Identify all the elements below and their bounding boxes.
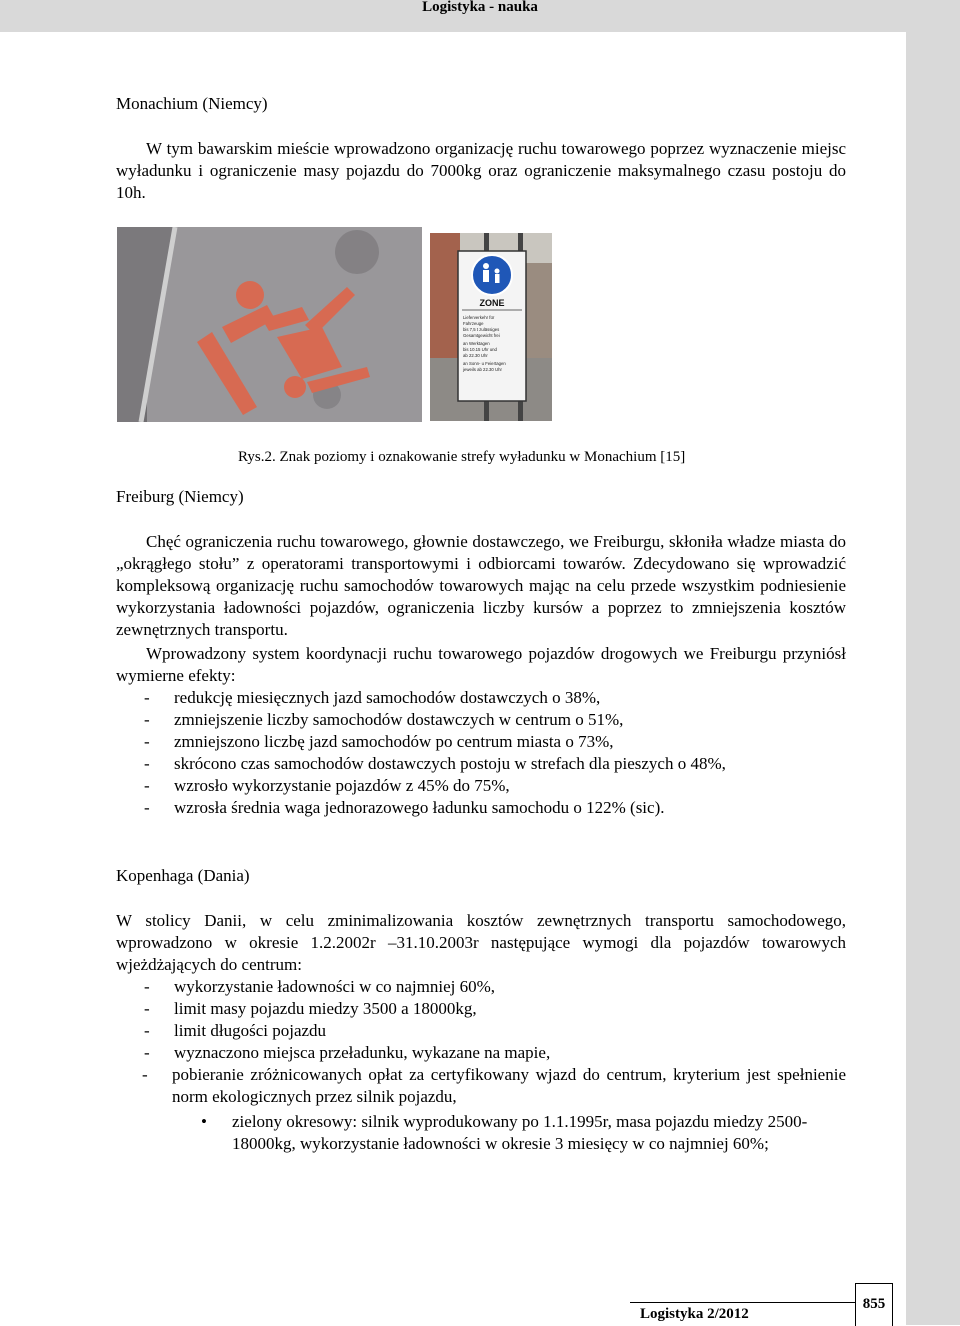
list-dash: - [144,710,150,729]
section-title-munich: Monachium (Niemcy) [116,94,268,113]
photo-loading-zone-sign [430,233,552,421]
list-item: - wzrosła średnia waga jednorazowego ładunku samochodu o 122% (sic). [144,798,665,817]
paragraph-freiburg-2: Wprowadzony system koordynacji ruchu towarowego pojazdów drogowych we Freiburgu przyniósł wymierne efekty: [116,644,846,685]
list-item: • zielony okresowy: silnik wyprodukowany po 1.1.1995r, masa pojazdu miedzy 2500-18000kg, wykorzystanie ładowności w okresie 3 miesięcy w co najmniej 60%; [201,1112,808,1153]
list-item: - zmniejszenie liczby samochodów dostawczych w centrum o 51%, [144,710,624,729]
sign-text-line: Gesamtgewicht frei [463,333,500,338]
copenhagen-sub-list [196,1111,846,1155]
sign-text-line: Lieferverkehr für [463,315,495,320]
paragraph-munich: W tym bawarskim mieście wprowadzono organizację ruchu towarowego poprzez wyznaczenie miejsc wyładunku i ograniczenie masy pojazdu do 7000kg oraz ograniczenie maksymalnego czasu postoju do 10h. [116,139,846,202]
figure-caption: Rys.2. Znak poziomy i oznakowanie strefy wyładunku w Monachium [15] [238,449,686,465]
freiburg-effects-list [144,687,846,819]
section-title-freiburg: Freiburg (Niemcy) [116,487,244,506]
bullet-icon: • [201,1112,207,1131]
list-dash: - [144,798,150,817]
sign-text-line: an Sonn- u Feiertagen [463,361,506,366]
page-number-box [855,1283,893,1326]
list-dash: - [144,754,150,773]
list-item: - limit długości pojazdu [144,1021,327,1040]
sign-text-line: bis 7,5 t zulässiges [463,327,500,332]
footer-journal: Logistyka 2/2012 [640,1306,749,1322]
side-margin-band [906,32,960,1325]
sign-text-line: an Werktagen [463,341,490,346]
section-title-copenhagen: Kopenhaga (Dania) [116,866,250,885]
list-dash: - [144,1021,150,1040]
sign-text-line: ab 22.30 Uhr [463,353,488,358]
sign-text-line: bis 10.15 Uhr und [463,347,497,352]
sign-zone-label: ZONE [479,298,505,308]
list-dash: - [144,688,150,707]
sign-text-line: Fahrzeuge [463,321,484,326]
list-item: - redukcję miesięcznych jazd samochodów dostawczych o 38%, [144,688,601,707]
list-item: - wykorzystanie ładowności w co najmniej 60%, [144,977,496,996]
paragraph-copenhagen: W stolicy Danii, w celu zminimalizowania kosztów zewnętrznych transportu samochodowego, wprowadzono w okresie 1.2.2002r –31.10.2003r następujące wymogi dla pojazdów towarowych wjeżdżających do centrum: [116,911,846,974]
list-item: - limit masy pojazdu miedzy 3500 a 18000kg, [144,999,477,1018]
list-dash: - [142,1065,148,1084]
list-dash: - [144,776,150,795]
list-dash: - [144,732,150,751]
list-dash: - [144,977,150,996]
paragraph-freiburg-1: Chęć ograniczenia ruchu towarowego, głownie dostawczego, we Freiburgu, skłoniła władze miasta do „okrągłego stołu” z operatorami transportowymi i odbiorcami towarów. Zdecydowano się wprowadzić kompleksową organizację ruchu samochodów towarowych mając na celu przede wszystkim podniesienie wykorzystania ładowności pojazdów, ograniczenia liczby kursów a poprzez to zmniejszenia kosztów zewnętrznych transportu. [116,532,846,639]
list-dash: - [144,1043,150,1062]
list-item: - wzrosło wykorzystanie pojazdów z 45% do 75%, [144,776,510,795]
sign-text-line: jeweils ab 22.30 Uhr [463,367,502,372]
footer-rule [630,1302,855,1303]
list-item: - skrócono czas samochodów dostawczych postoju w strefach dla pieszych o 48%, [144,754,726,773]
page-number: 855 [862,1296,886,1312]
photo-road-marking [117,227,422,422]
running-header: Logistyka - nauka [422,0,538,15]
list-item: - wyznaczono miejsca przeładunku, wykazane na mapie, [144,1043,551,1062]
list-item: - zmniejszono liczbę jazd samochodów po centrum miasta o 73%, [144,732,614,751]
list-item: - pobieranie zróżnicowanych opłat za certyfikowany wjazd do centrum, kryterium jest spełnienie norm ekologicznych przez silnik pojazdu, [142,1065,846,1106]
list-dash: - [144,999,150,1018]
copenhagen-requirements-list [144,976,846,1108]
